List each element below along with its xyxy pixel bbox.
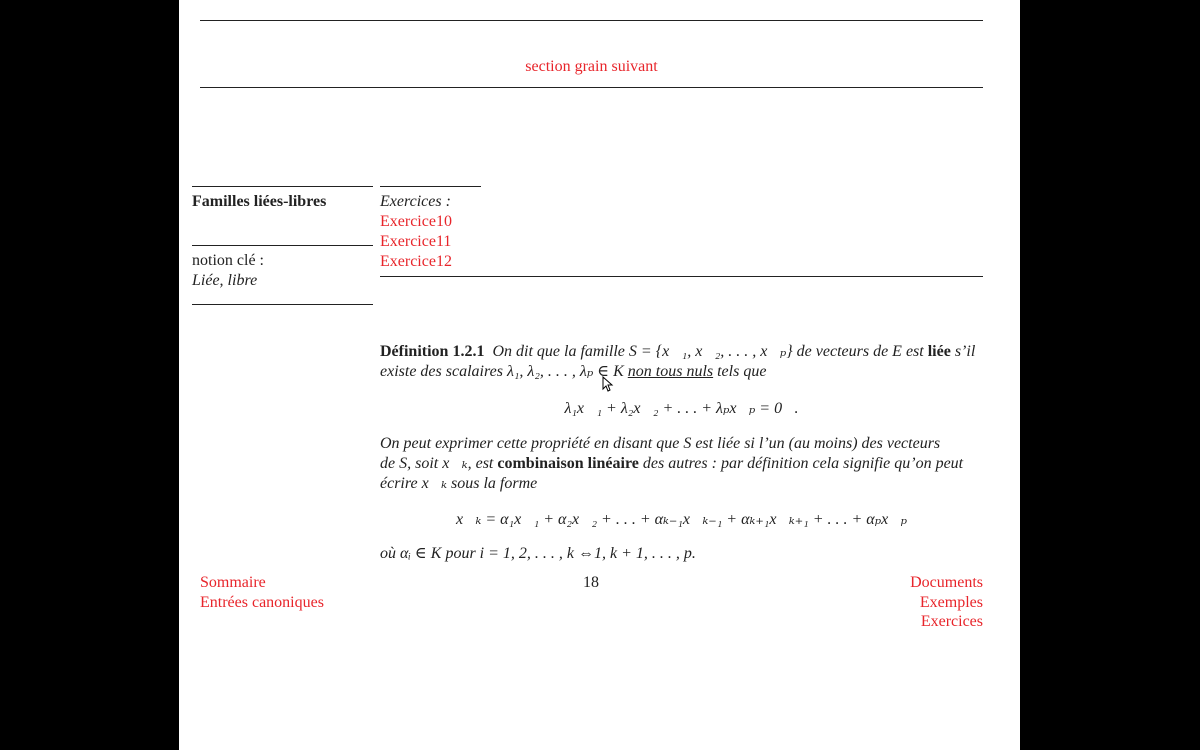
bold-term-liee: liée — [927, 343, 951, 360]
space-symbol: E — [892, 343, 902, 360]
exercise-link-10[interactable]: Exercice10 — [380, 213, 452, 230]
sidebar-mid-rule — [192, 245, 373, 246]
underlined-term: non tous nuls — [627, 363, 714, 380]
exercises-bottom-rule — [380, 276, 983, 277]
sidebar-bottom-rule — [192, 304, 373, 305]
key-notion-label: notion clé : — [192, 252, 264, 269]
paragraph-line-1: On peut exprimer cette propriété en disant que S est liée si l’un (au moins) des vecteurs — [380, 435, 941, 452]
definition-heading: Définition 1.2.1 — [380, 343, 485, 360]
footer-link-sommaire[interactable]: Sommaire — [200, 574, 266, 591]
footer-link-documents[interactable]: Documents — [910, 574, 983, 591]
footer-link-exercices[interactable]: Exercices — [920, 613, 983, 630]
equation-linear-combination: x⃗ₖ = α₁x⃗₁ + α₂x⃗₂ + . . . + αₖ₋₁x⃗ₖ₋₁ + αₖ₊₁x⃗ₖ₊₁ + . . . + αₚx⃗ₚ — [455, 511, 908, 528]
footer-link-entrees-canoniques[interactable]: Entrées canoniques — [200, 594, 324, 611]
exercise-link-12[interactable]: Exercice12 — [380, 253, 452, 270]
definition-line-2 — [380, 362, 766, 382]
page-number: 18 — [583, 574, 599, 591]
key-notion-value: Liée, libre — [192, 272, 258, 289]
header-bottom-rule — [200, 87, 983, 88]
definition-line-1 — [380, 342, 983, 362]
exercise-link-11[interactable]: Exercice11 — [380, 233, 452, 250]
sidebar-top-rule — [192, 186, 373, 187]
document-page — [179, 0, 1020, 750]
bold-term-combinaison: combinaison linéaire — [497, 455, 639, 472]
definition-text: de vecteurs de — [796, 343, 889, 360]
scalars-math: λ₁, λ₂, . . . , λₚ ∈ K — [506, 363, 624, 380]
mouse-cursor-icon — [602, 376, 614, 392]
sidebar-title: Familles liées-libres — [192, 193, 327, 210]
paragraph-text: des autres : par définition cela signifie qu’on peut — [642, 455, 964, 472]
header-top-rule — [200, 20, 983, 21]
definition-text: tels que — [717, 363, 767, 380]
paragraph-line-2 — [380, 454, 963, 474]
paragraph-line-3: écrire x⃗ₖ sous la forme — [380, 475, 538, 492]
next-section-link[interactable]: section grain suivant — [525, 58, 658, 75]
paragraph-text: de S, soit x⃗ₖ, est — [380, 455, 494, 472]
definition-text: est — [905, 343, 924, 360]
definition-text: s’il — [954, 343, 976, 360]
exercises-top-rule — [380, 186, 481, 187]
definition-text: On dit que la famille — [492, 343, 625, 360]
definition-text: existe des scalaires — [380, 363, 503, 380]
equation-linear-dependence: λ₁x⃗₁ + λ₂x⃗₂ + . . . + λₚx⃗ₚ = 0⃗. — [564, 400, 799, 417]
paragraph-last-line: où αᵢ ∈ K pour i = 1, 2, . . . , k ⇔1, k + 1, . . . , p. — [380, 545, 696, 562]
footer-link-exemples[interactable]: Exemples — [919, 594, 983, 611]
exercises-label: Exercices : — [380, 193, 451, 210]
family-set-math: S = {x⃗₁, x⃗₂, . . . , x⃗ₚ} — [628, 343, 793, 360]
